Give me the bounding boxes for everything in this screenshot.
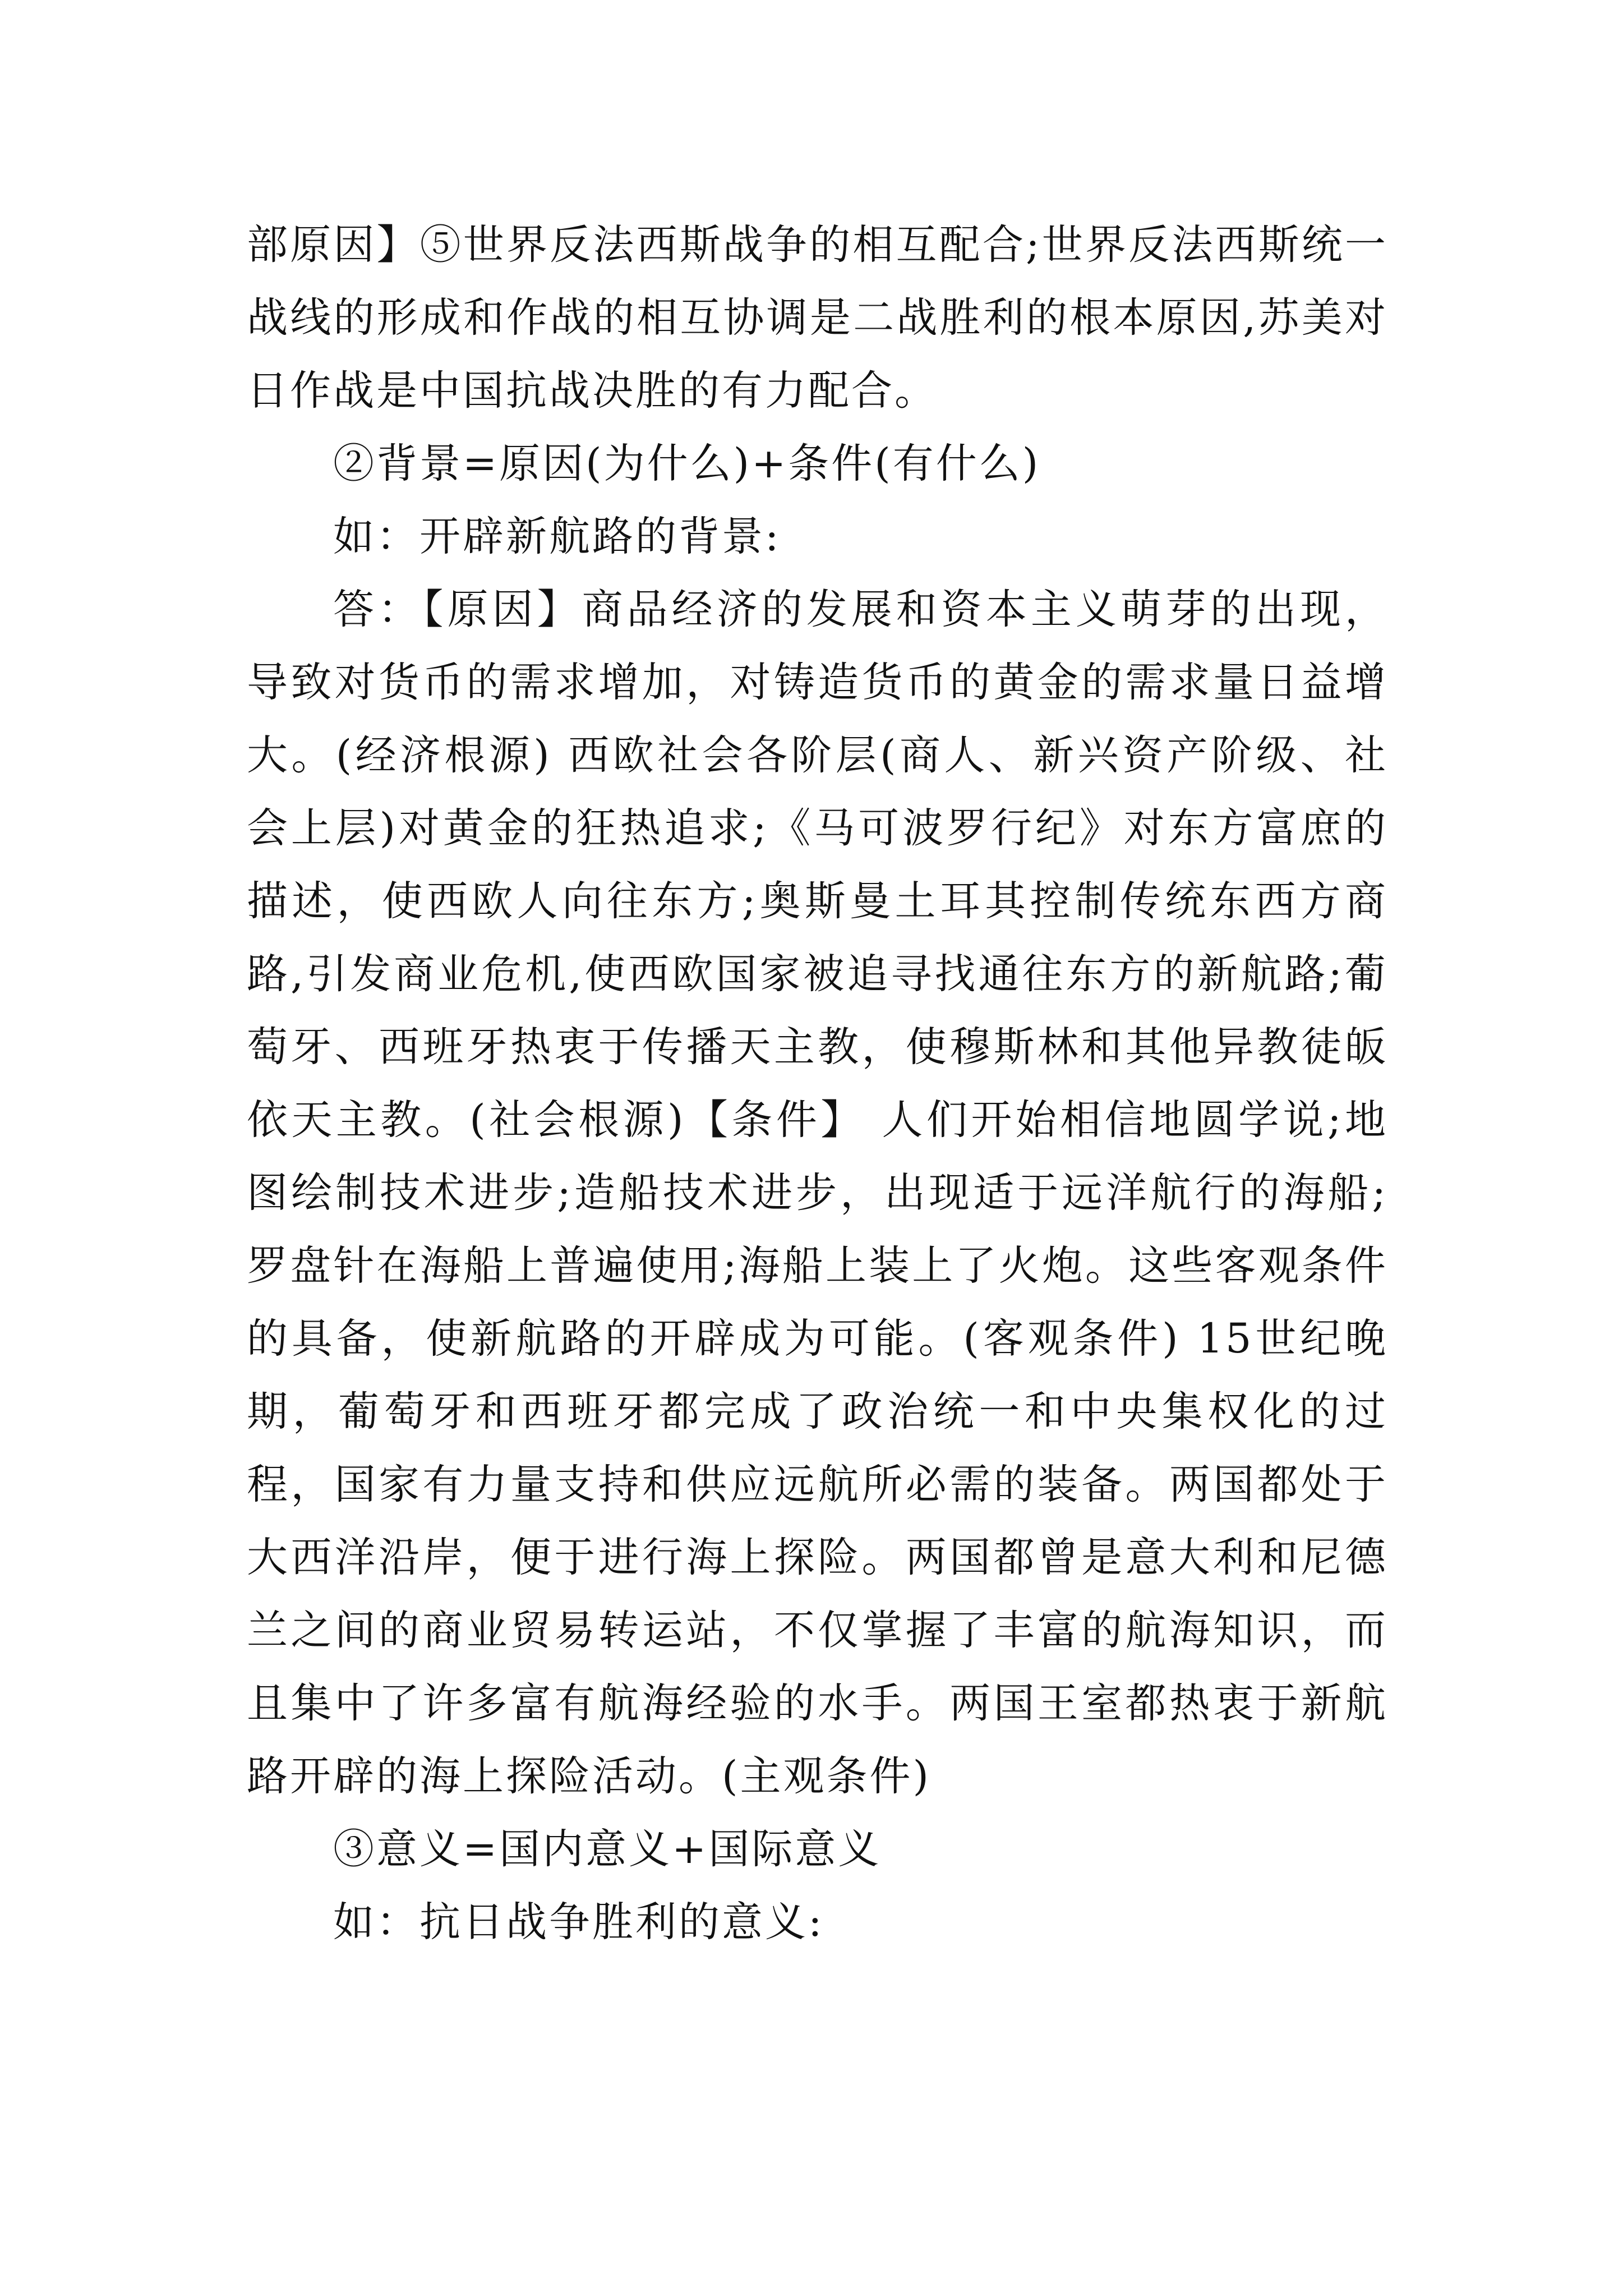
paragraph-example-question: 如：开辟新航路的背景:	[333, 513, 781, 560]
paragraph-continuation: 部原因】⑤世界反法西斯战争的相互配合;世界反法西斯统一战线的形成和作战的相互协调是二战胜利的根本原因,苏美对日作战是中国抗战决胜的有力配合。	[247, 221, 1388, 415]
paragraph-significance-formula: ③意义=国内意义+国际意义	[333, 1825, 882, 1873]
paragraph-background-formula: ②背景=原因(为什么)+条件(有什么)	[333, 440, 1041, 487]
paragraph-example-question-2: 如：抗日战争胜利的意义:	[333, 1898, 824, 1946]
document-body	[247, 209, 1388, 1959]
paragraph-answer: 答：【原因】商品经济的发展和资本主义萌芽的出现，导致对货币的需求增加，对铸造货币的黄金的需求量日益增大。(经济根源) 西欧社会各阶层(商人、新兴资产阶级、社会上层)对黄金的狂热追求;《马可波罗行纪》对东方富庶的描述，使西欧人向往东方;奥斯曼土耳其控制传统东西方商路,引发商业危机,使西欧国家被追寻找通往东方的新航路;葡萄牙、西班牙热衷于传播天主教，使穆斯林和其他异教徒皈依天主教。(社会根源)【条件】 人们开始相信地圆学说;地图绘制技术进步;造船技术进步，出现适于远洋航行的海船;罗盘针在海船上普遍使用;海船上装上了火炮。这些客观条件的具备，使新航路的开辟成为可能。(客观条件) 15世纪晚期，葡萄牙和西班牙都完成了政治统一和中央集权化的过程，国家有力量支持和供应远航所必需的装备。两国都处于大西洋沿岸，便于进行海上探险。两国都曾是意大利和尼德兰之间的商业贸易转运站，不仅掌握了丰富的航海知识，而且集中了许多富有航海经验的水手。两国王室都热衷于新航路开辟的海上探险活动。(主观条件)	[247, 586, 1388, 1800]
